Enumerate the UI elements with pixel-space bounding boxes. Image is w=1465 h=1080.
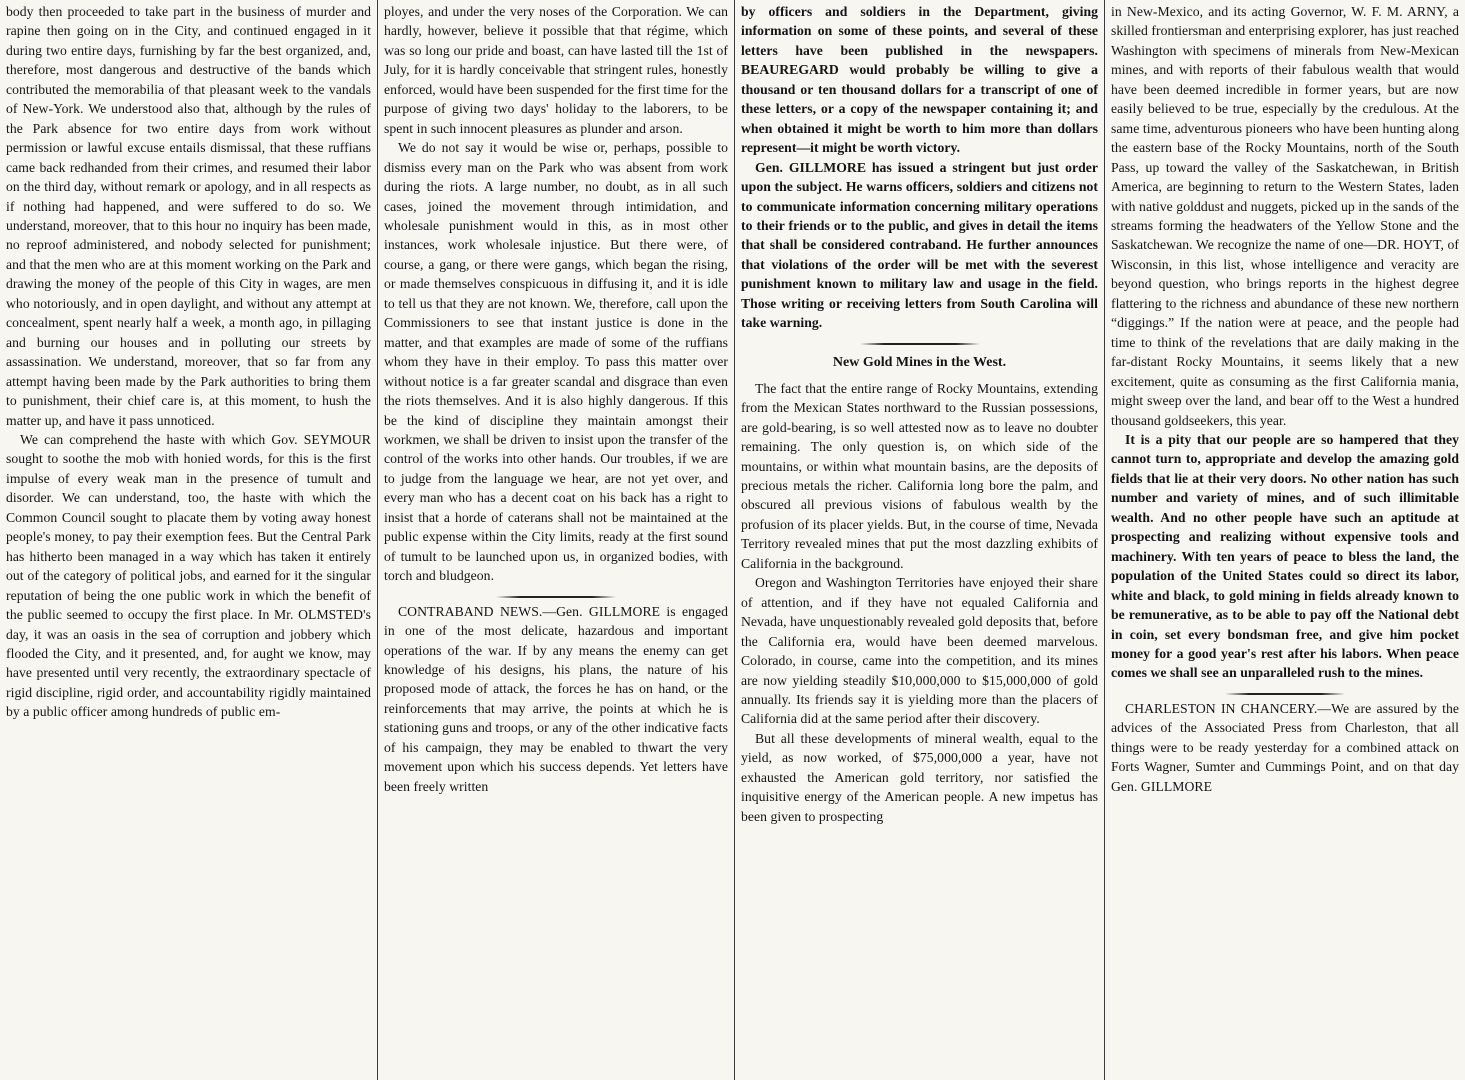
article-separator: [496, 596, 616, 598]
paragraph-dismissal: We do not say it would be wise or, perhaps, possible to dismiss every man on the Park who was absent from work during the riots. A large number, no doubt, as in all such cases, joined the movement through intimidation, and wholesale punishment would in this, as in most other instances, work wholesale injustice. But there were, of course, a gang, or there were gangs, which began the rising, or made themselves conspicuous in diffusing it, and it is idle to tell us that they are not known. We, therefore, call upon the Commissioners to see that instant justice is done in the matter, and that examples are made of some of the ruffians whom they have in their employ. To pass this matter over without notice is a far greater scandal and disgrace than even the riots themselves. And it is also highly dangerous. If this be the kind of discipline they maintain amongst their workmen, we shall be driven to insist upon the transfer of the control of the works into other hands. Our troubles, if we are to judge from the language we hear, are not yet over, and every man who has a decent coat on his back has a right to insist that a horde of caterans shall not be maintained at the public expense within the City limits, ready at the first sound of tumult to be launched upon us, in organized bodies, with torch and bludgeon.: [384, 140, 728, 584]
paragraph-charleston-chancery: CHARLESTON IN CHANCERY.—We are assured by the advices of the Associated Press from Charleston, that all things were to be ready yesterday for a combined attack on Forts Wagner, Sumter and Cummings Point, and on that day Gen. GILLMORE: [1111, 700, 1459, 794]
paragraph-park-regime: ployes, and under the very noses of the Corporation. We can hardly, however, believe it possible that that régime, which was so long our pride and boast, can have lasted till the 1st of July, for it is hardly conceivable that stringent rules, honestly enforced, would have been suspended for the first time for the purpose of giving two days' holiday to the laborers, to be spent in such innocent pleasures as plunder and arson.: [384, 4, 728, 136]
article-headline: New Gold Mines in the West.: [832, 354, 1007, 370]
paragraph-gillmore-order: Gen. GILLMORE has issued a stringent but just order upon the subject. He warns officers, soldiers and citizens not to communicate information concerning military operations to their friends or to the public, and gives in detail the items that shall be considered contraband. He further announces that violations of the order will be met with the severest punishment known to military law and usage in the field. Those writing or receiving letters from South Carolina will take warning.: [741, 159, 1098, 331]
paragraph-new-mexico: in New-Mexico, and its acting Governor, W. F. M. ARNY, a skilled frontiersman and enterprising explorer, has just reached Washington with specimens of minerals from New-Mexican mines, and with reports of their fabulous wealth that would have been deemed incredible in former years, but are now easily believed to be true, especially by the credulous. At the same time, adventurous pioneers who have been hunting along the eastern base of the Rocky Mountains, north of the South Pass, up toward the valley of the Saskatchewan, in British America, are beginning to return to the Western States, laden with native golddust and nuggets, picked up in the sands of the streams forming the headwaters of the Yellow Stone and the Saskatchewan. We recognize the name of one—DR. HOYT, of Wisconsin, in this list, whose intelligence and veracity are beyond question, who brings reports in the highest degree flattering to the richness and abundance of these new northern “diggings.” If the nation were at peace, and the people had time to think of the revelations that are daily making in the far-distant Rocky Mountains, it seems likely that a new excitement, quite as consuming as the first California mania, might sweep over the land, and bear off to the West a hundred thousand goldseekers, this year.: [1111, 4, 1459, 428]
article-separator: [1225, 693, 1345, 695]
paragraph-oregon-washington: Oregon and Washington Territories have enjoyed their share of attention, and if they have not equaled California and Nevada, have unquestionably revealed gold deposits that, before the California era, would have been deemed marvelous. Colorado, in course, came into the competition, and its mines are now yielding steadily $10,000,000 to $15,000,000 of gold annually. Its friends say it is yielding more than the placers of California did at the same period after their discovery.: [741, 575, 1098, 727]
article-separator: [860, 343, 980, 345]
paragraph-officers-letters: by officers and soldiers in the Department, giving information on some of these points, and several of these letters have been published in the newspapers. BEAUREGARD would probably be willing to give a thousand or ten thousand dollars for a transcript of one of these letters, or a copy of the newspaper containing it; and when obtained it might be worth to him more than dollars represent—it might be worth victory.: [741, 4, 1098, 156]
column-2: [378, 0, 734, 1080]
column-4: [1105, 0, 1465, 1080]
paragraph-rocky-mountains: The fact that the entire range of Rocky Mountains, extending from the Mexican States northward to the Russian possessions, are gold-bearing, is so well attested now as to leave no doubter remaining. The only question is, on which side of the mountains, or within what mountain basins, are the deposits of precious metals the richer. California long bore the palm, and obscured all previous visions of fabulous wealth by the profusion of its placer yields. But, in the course of time, Nevada Territory revealed mines that put the most dazzling exhibits of California in the background.: [741, 380, 1098, 571]
paragraph-contraband-news: CONTRABAND NEWS.—Gen. GILLMORE is engaged in one of the most delicate, hazardous and important operations of the war. If by any means the enemy can get knowledge of his designs, his plans, the nature of his proposed mode of attack, the forces he has on hand, or the reinforcements that may arrive, the points at which he is stationing guns and troops, or any of the other indicative facts of his campaign, they may be enabled to thwart the very movement upon which his success depends. Yet letters have been freely written: [384, 603, 728, 794]
column-3: [735, 0, 1104, 1080]
paragraph-gold-fields: It is a pity that our people are so hampered that they cannot turn to, appropriate and develop the amazing gold fields that lie at their very doors. No other nation has such number and variety of mines, and of such illimitable wealth. And no other people have such an aptitude at prospecting and realizing without expensive tools and machinery. With ten years of peace to bless the land, the population of the United States could so direct its labor, white and black, to gold mining in fields already known to be remunerative, as to be able to pay off the National debt in coin, set every bondsman free, and give him pocket money for a good year's rest after his labors. When peace comes we shall see an unparalleled rush to the mines.: [1111, 431, 1459, 681]
column-1: [0, 0, 377, 1080]
paragraph-park-rioters: body then proceeded to take part in the business of murder and rapine then going on in the City, and continued engaged in it during two entire days, furnishing by far the best organized, and, therefore, most dangerous and destructive of the bands which contributed the memorabilia of that pleasant week to the vandals of New-York. We understood also that, although by the rules of the Park absence for two entire days from work without permission or lawful excuse entails dismissal, that these ruffians came back redhanded from their crimes, and resumed their labor on the third day, without remark or apology, and in all respects as if nothing had happened, and were suffered to do so. We understand, moreover, that to this hour no inquiry has been made, no reproof administered, and nobody selected for punishment; and that the men who are at this moment working on the Park and drawing the money of the people of this City in wages, are men who notoriously, and in open daylight, and without any attempt at concealment, spent nearly half a week, a month ago, in pillaging and burning our houses and in polluting our streets by assassination. We understand, moreover, that so far from any attempt having been made by the Park authorities to bring them to punishment, their chief care is, at this moment, to hush the matter up, and have it pass unnoticed.: [6, 4, 371, 428]
paragraph-mineral-wealth: But all these developments of mineral wealth, equal to the yield, as now worked, of $75,000,000 a year, have not exhausted the American gold territory, nor satisfied the inquisitive energy of the American people. A new impetus has been given to prospecting: [741, 730, 1098, 824]
paragraph-seymour-haste: We can comprehend the haste with which Gov. SEYMOUR sought to soothe the mob with honied words, for this is the first impulse of every weak man in the presence of tumult and disorder. We can understand, too, the haste with which the Common Council sought to placate them by voting away honest people's money, to pay their exemption fees. But the Central Park has hitherto been managed in a way which has taken it entirely out of the category of political jobs, and earned for it the singular reputation of being the one public work in which the benefit of the public seemed to occupy the first place. In Mr. OLMSTED's day, it was an oasis in the sea of corruption and jobbery which flooded the City, and it presented, and, for aught we know, may have presented until very recently, the extraordinary spectacle of rigid discipline, rigid order, and accountability rigidly maintained by a public officer among hundreds of public em-: [6, 431, 371, 720]
